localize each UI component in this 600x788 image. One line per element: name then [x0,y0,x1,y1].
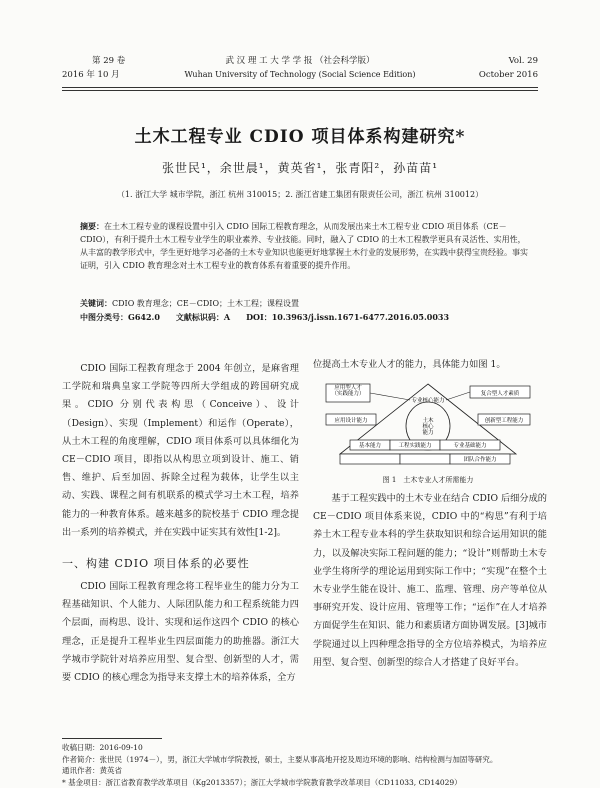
abstract-label: 摘要： [80,221,104,231]
figure-1 [320,378,536,472]
abstract [80,220,530,272]
keywords-label: 关键词： [80,298,112,308]
header-date: 2016 年 10 月 [62,68,125,82]
header-volume: 第 29 卷 [78,54,125,68]
fig-label-design: 应用设计能力 [334,416,367,424]
keywords [80,297,540,310]
journal-title-cn: 武 汉 理 工 大 学 学 报 （社会科学版） [150,54,450,68]
fig-label-basic: 基本能力 [359,441,381,449]
footnotes [62,742,542,788]
fig-label-basis: 专业基础能力 [453,441,486,449]
header-date-en: October 2016 [479,68,538,82]
header-rule-2 [62,90,538,91]
section-paragraph: CDIO 国际工程教育理念将工程毕业生的能力分为工程基础知识、个人能力、人际团队能力和工程系统能力四个层面，而构思、设计、实现和运作这四个 CDIO 的核心理念，正是提升工程毕业生四层面能力的助推器。浙江大学城市学院针对培养应用型、复合型、创新型的人才，需要 CDIO 的核心理念为指导来支撑土木的培养体系，全方 [62,578,299,687]
journal-title-en: Wuhan University of Technology (Social Science Edition) [150,68,450,82]
section-heading: 一、构建 CDIO 项目体系的必要性 [62,555,250,571]
fig-label-applied: 应用型人才（实践能力） [331,383,364,397]
classification: 中图分类号：G642.0 文献标识码：A DOI：10.3963/j.issn.1671-6477.2016.05.0033 [80,311,540,323]
fig-label-composite: 复合型人才素质 [481,389,520,397]
fig-label-apex: 专业核心能力 [411,396,444,404]
header-journal-block [150,54,450,82]
header-rule [62,87,538,88]
footnote-author: 作者简介：张世民（1974－），男，浙江大学城市学院教授，硕士，主要从事高地开挖及周边环境的影响、结构检测与加固等研究。 [62,754,542,766]
header-volume-block [78,54,125,82]
header-vol-en-block [479,54,538,82]
footnote-corresponding: 通讯作者：黄英省 [62,765,542,777]
fig-label-team: 团队合作能力 [463,455,496,463]
footnote-fund: * 基金项目：浙江省教育教学改革项目（Kg2013357）；浙江大学城市学院教育教学改革项目（CD11033, CD14029） [62,777,542,788]
intro-paragraph: CDIO 国际工程教育理念于 2004 年创立，是麻省理工学院和瑞典皇家工学院等四所大学组成的跨国研究成果。CDIO 分别代表构思（Conceive）、设计（Design）、实现（Implement）和运作（Operate），从土木工程的角度理解，CDIO 项目体系可以具体细化为 CE－CDIO 项目，即指以从构思立项到设计、施工、销售、维护、后至加固、拆除全过程为载体，让学生以主动、实践、课程之间有机联系的模式学习土木工程，培养能力的一种教育体系。越来越多的院校基于 CDIO 理念提出一系列的培养模式，并在实践中证实其有效性[1-2]。 [62,360,299,542]
left-column-2 [62,578,299,687]
header-volume-en: Vol. 29 [479,54,538,68]
right-column-top [313,356,547,374]
fig-label-center: 土木核心能力 [422,416,434,436]
paper-title: 土木工程专业 CDIO 项目体系构建研究* [0,122,600,147]
figure-caption: 图 1 土木专业人才所需能力 [320,475,536,485]
footnote-received: 收稿日期：2016-09-10 [62,742,542,754]
abstract-text: 在土木工程专业的课程设置中引入 CDIO 国际工程教育理念，从而发展出来土木工程专业 CDIO 项目体系（CE－CDIO），有利于提升土木工程专业学生的职业素养、专业技能。同时，融入了 CDIO 的土木工程教学更具有灵活性、实用性，从丰富的教学形式中，学生更好地学习必备的土木专业知识也能更好地掌握土木行业的发展形势，在实践中获得宝贵经验。事实证明，引入 CDIO 教育理念对土木工程专业的教育体系有着重要的提升作用。 [80,222,528,270]
paper-affiliation: （1. 浙江大学 城市学院，浙江 杭州 310015；2. 浙江省建工集团有限责任公司，浙江 杭州 310012） [0,189,600,200]
left-column [62,360,299,542]
right-paragraph: 基于工程实践中的土木专业在结合 CDIO 后细分成的 CE－CDIO 项目体系来说，CDIO 中的“构思”有利于培养土木工程专业本科的学生获取知识和综合运用知识的能力，以及解决实际工程问题的能力；“设计”则帮助土木专业学生将所学的理论运用到实际工作中；“实现”在整个土木专业学生能在设计、施工、监理、管理、房产等单位从事研究开发、设计应用、管理等工作；“运作”在人才培养方面促学生在知识、能力和素质诸方面协调发展。[3]城市学院通过以上四种理念指导的全方位培养模式，为培养应用型、复合型、创新型的综合人才搭建了良好平台。 [313,490,547,672]
right-continuation: 位提高土木专业人才的能力，具体能力如图 1。 [313,356,547,374]
ability-diagram [320,378,536,472]
paper-authors: 张世民¹，余世晨¹，黄英省¹，张青阳²，孙苗苗¹ [0,159,600,176]
footnote-rule [62,738,162,739]
keywords-text: CDIO 教育理念；CE－CDIO；土木工程；课程设置 [112,299,299,308]
right-column [313,490,547,672]
fig-label-innovation: 创新型工程能力 [485,416,524,424]
fig-label-practice: 工程实践能力 [398,441,431,449]
